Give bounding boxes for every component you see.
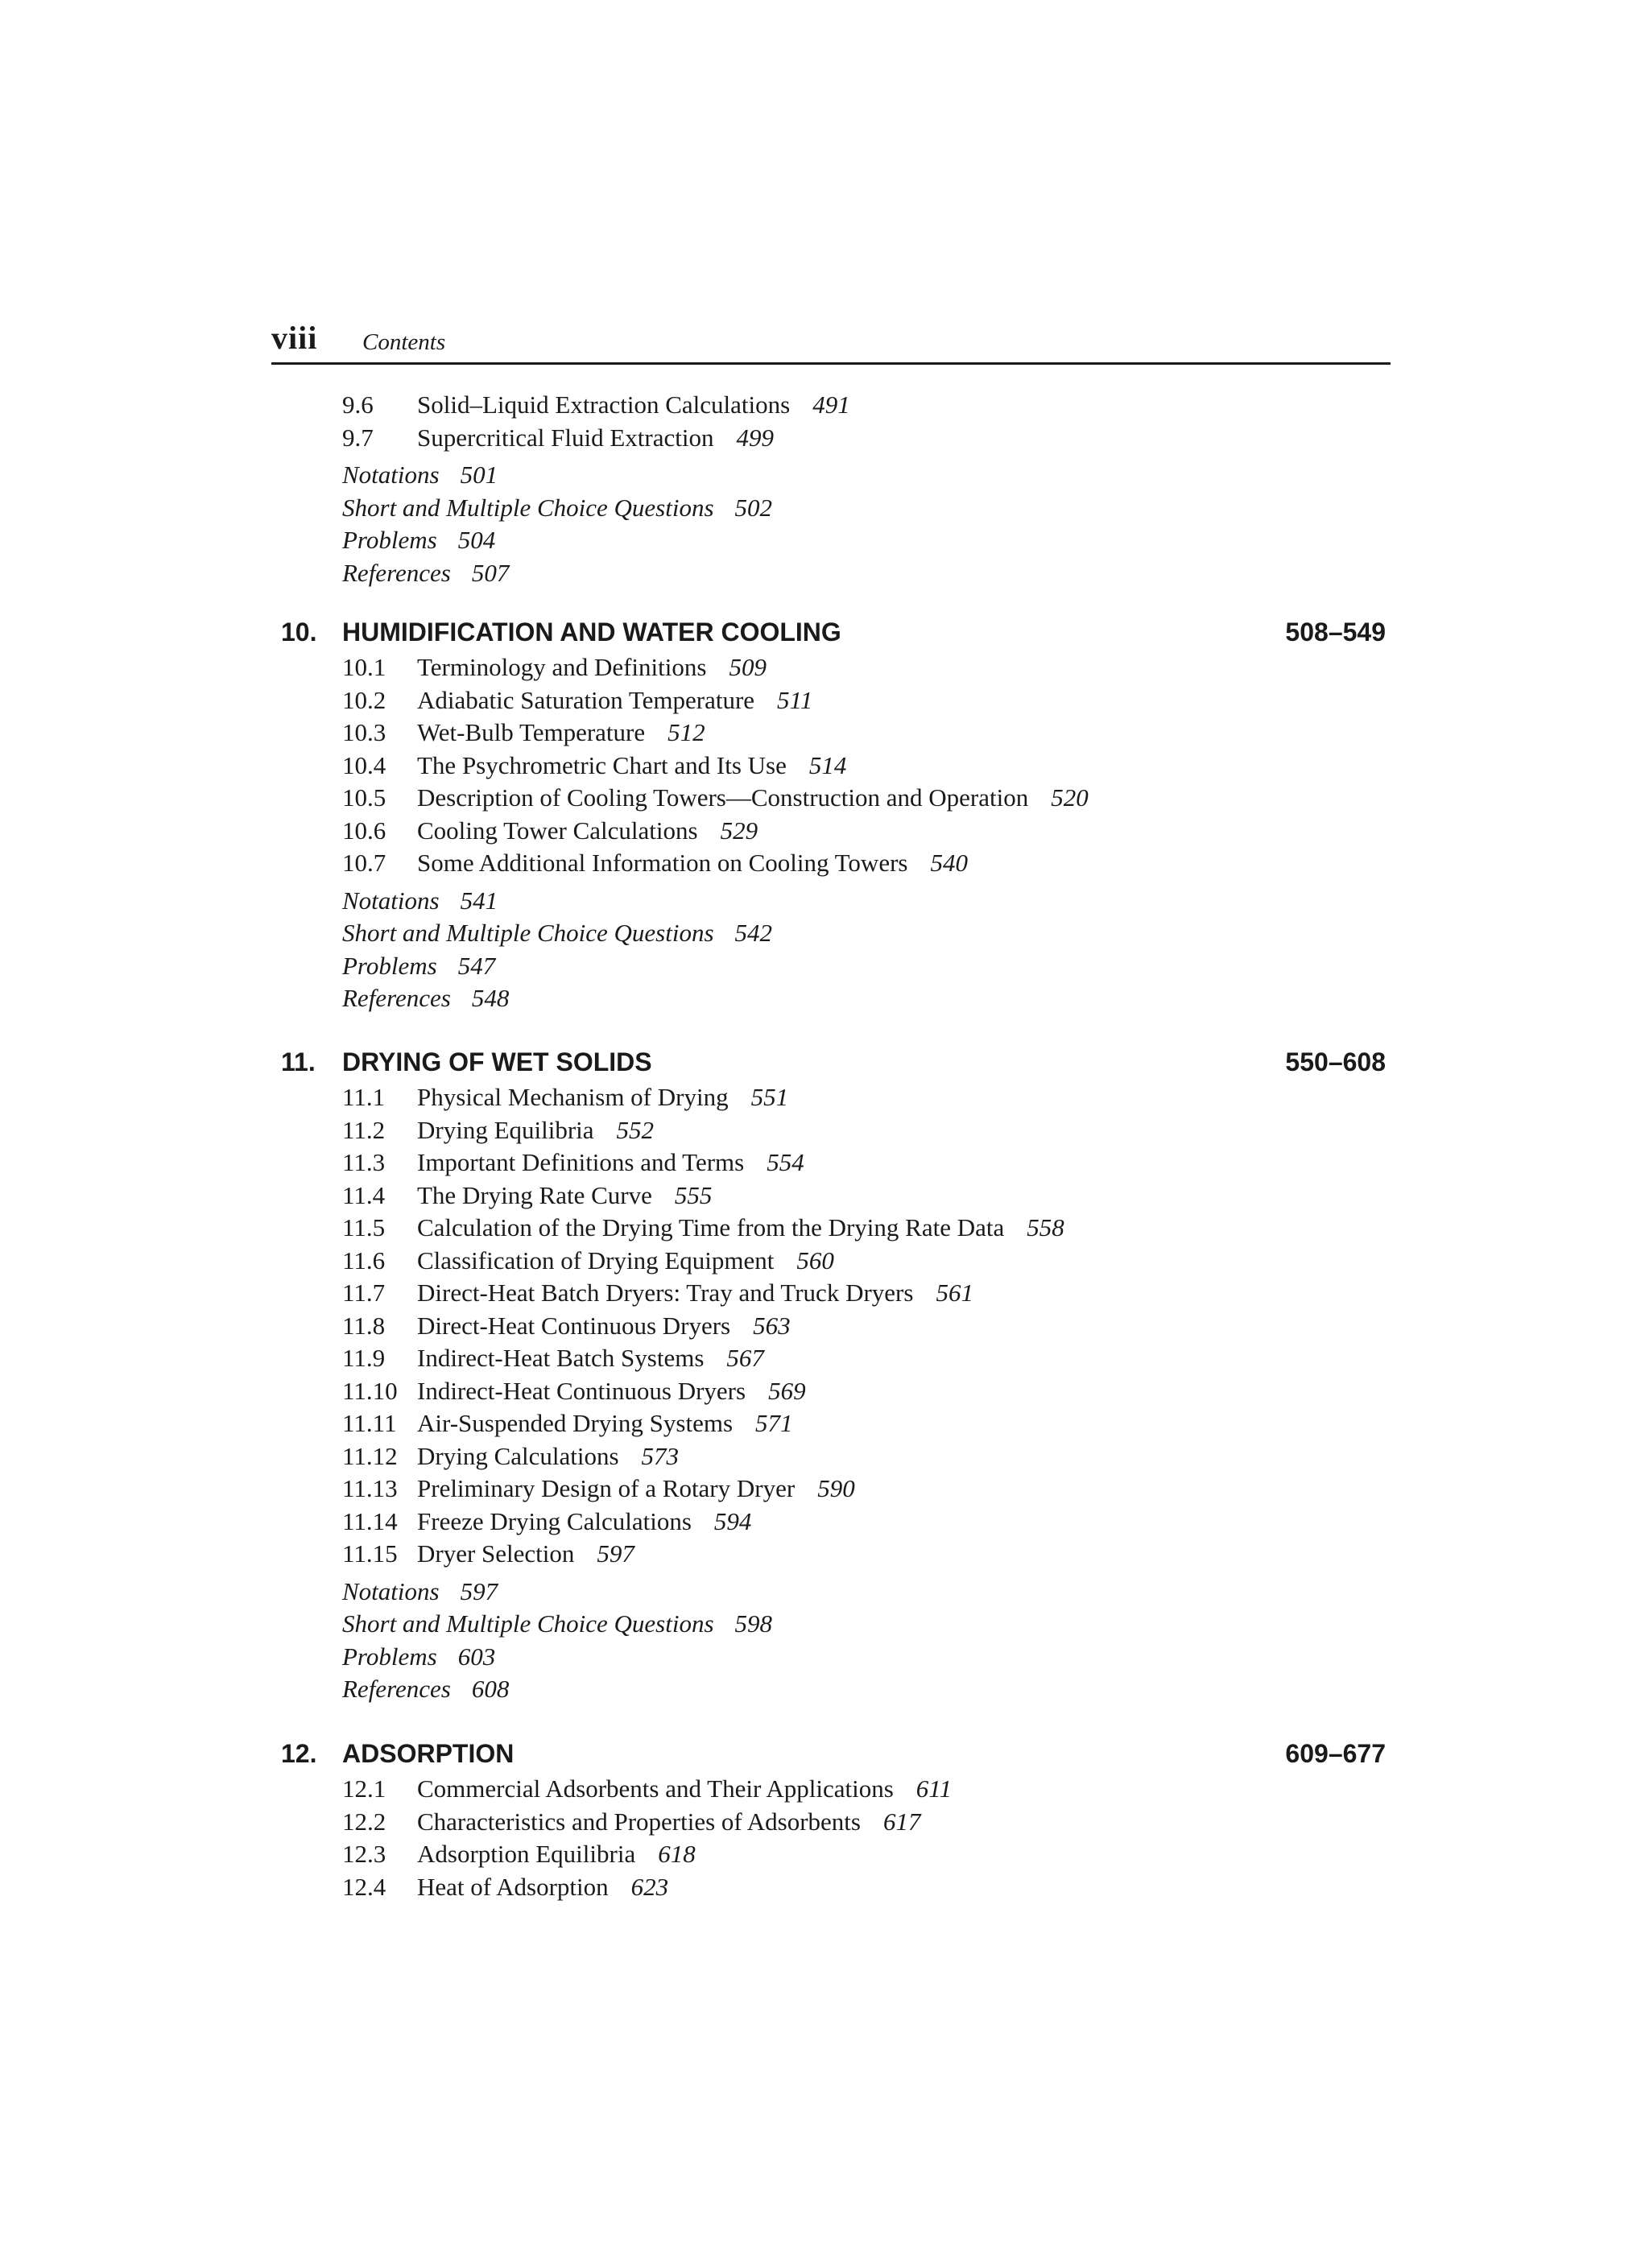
toc-misc-row [0,1576,1649,1609]
toc-misc-row [0,982,1649,1015]
toc-section-row [0,717,1649,750]
section-page: 551 [750,1083,789,1111]
misc-label: Short and Multiple Choice Questions [342,1609,714,1638]
misc-label: Short and Multiple Choice Questions [342,493,714,522]
section-page: 597 [597,1539,634,1568]
section-number: 10.4 [342,750,386,779]
toc-section-row [0,1473,1649,1506]
misc-page: 507 [471,558,510,587]
toc-section-row [0,815,1649,848]
section-page: 529 [720,816,758,845]
section-title: Classification of Drying Equipment [417,1246,775,1274]
chapter-title: DRYING OF WET SOLIDS [342,1047,652,1076]
section-page: 540 [930,849,968,877]
misc-label: Notations [342,1576,440,1605]
section-page: 567 [726,1344,764,1372]
section-number: 11.7 [342,1279,386,1307]
section-title: The Psychrometric Chart and Its Use [417,750,787,779]
section-number: 12.1 [342,1774,386,1803]
section-number: 10.3 [342,718,386,746]
chapter-heading [0,1734,1649,1773]
toc-section-row [0,389,1649,422]
toc-section-row [0,684,1649,717]
toc-section-row [0,1407,1649,1440]
misc-page: 504 [457,526,496,554]
section-number: 11.14 [342,1506,398,1535]
section-number: 10.1 [342,653,386,681]
misc-page: 502 [734,493,773,522]
section-title: Adsorption Equilibria [417,1840,636,1868]
toc-section-row [0,1245,1649,1278]
section-page: 512 [667,718,705,746]
section-title: Supercritical Fluid Extraction [417,423,714,452]
section-title: Indirect-Heat Batch Systems [417,1344,705,1372]
section-number: 11.10 [342,1376,398,1405]
chapter-number: 12. [281,1739,317,1768]
section-title: Freeze Drying Calculations [417,1506,692,1535]
section-page: 555 [674,1180,713,1209]
section-number: 12.2 [342,1807,386,1836]
section-page: 573 [641,1441,680,1470]
section-number: 11.13 [342,1474,398,1502]
misc-page: 548 [471,984,510,1012]
chapter-9-continuation [0,389,1649,589]
section-title: Drying Calculations [417,1441,619,1470]
toc-section-row [0,1806,1649,1839]
section-title: Wet-Bulb Temperature [417,718,646,746]
section-number: 9.6 [342,390,374,419]
section-number: 11.4 [342,1180,386,1209]
section-title: Characteristics and Properties of Adsorbents [417,1807,861,1836]
section-page: 520 [1051,783,1089,812]
section-page: 552 [616,1115,655,1144]
misc-page: 501 [460,461,498,489]
toc-section-row [0,1212,1649,1245]
section-number: 10.6 [342,816,386,845]
toc-section-row [0,1538,1649,1571]
chapter-10 [0,613,1649,1015]
misc-label: References [342,1675,451,1703]
section-title: Terminology and Definitions [417,653,707,681]
section-number: 11.12 [342,1441,398,1470]
section-page: 509 [729,653,767,681]
section-page: 590 [817,1474,855,1502]
section-page: 617 [882,1807,921,1836]
misc-label: Short and Multiple Choice Questions [342,919,714,947]
section-title: Dryer Selection [417,1539,575,1568]
toc-misc-row [0,557,1649,590]
running-title: Contents [362,329,446,355]
chapter-title: HUMIDIFICATION AND WATER COOLING [342,618,841,647]
section-number: 12.3 [342,1840,386,1868]
section-number: 11.1 [342,1083,386,1111]
section-title: Indirect-Heat Continuous Dryers [417,1376,746,1405]
toc-misc-row [0,885,1649,918]
section-title: Cooling Tower Calculations [417,816,698,845]
misc-page: 598 [734,1609,773,1638]
chapter-page-range: 508–549 [1285,618,1386,647]
toc-section-row [0,1440,1649,1473]
toc-section-row [0,422,1649,455]
chapter-page-range: 550–608 [1285,1047,1386,1076]
toc-section-row [0,1838,1649,1871]
misc-page: 541 [460,886,498,915]
toc-misc-row [0,524,1649,557]
section-page: 623 [630,1872,669,1901]
section-number: 11.15 [342,1539,398,1568]
toc-section-row [0,1871,1649,1904]
section-title: Air-Suspended Drying Systems [417,1409,734,1437]
page-number: viii [271,320,318,356]
section-title: Solid–Liquid Extraction Calculations [417,390,791,419]
toc-section-row [0,1310,1649,1343]
toc-section-row [0,1146,1649,1179]
misc-page: 597 [460,1576,498,1605]
misc-page: 603 [457,1642,496,1671]
toc-misc-row [0,1608,1649,1641]
toc-misc-row [0,492,1649,525]
section-number: 9.7 [342,423,374,452]
section-number: 11.3 [342,1148,386,1176]
section-page: 558 [1027,1213,1064,1241]
section-title: Direct-Heat Batch Dryers: Tray and Truck Dryers [417,1279,914,1307]
section-title: Some Additional Information on Cooling Towers [417,849,908,877]
section-page: 611 [915,1774,952,1803]
chapter-number: 11. [281,1047,316,1076]
section-title: Adiabatic Saturation Temperature [417,685,755,714]
toc-section-row [0,1342,1649,1375]
misc-label: Notations [342,461,440,489]
misc-label: Problems [342,1642,437,1671]
chapter-title: ADSORPTION [342,1739,515,1768]
toc-section-row [0,1114,1649,1147]
section-title: Preliminary Design of a Rotary Dryer [417,1474,796,1502]
misc-page: 542 [734,919,773,947]
toc-misc-row [0,1641,1649,1674]
toc-section-row [0,1773,1649,1806]
section-page: 561 [936,1279,973,1307]
misc-label: Notations [342,886,440,915]
section-number: 11.5 [342,1213,386,1241]
section-page: 514 [808,750,847,779]
section-title: The Drying Rate Curve [417,1180,652,1209]
section-title: Description of Cooling Towers—Construction and Operation [417,783,1029,812]
toc-section-row [0,750,1649,783]
toc-section-row [0,651,1649,684]
toc-section-row [0,1277,1649,1310]
section-number: 10.7 [342,849,386,877]
section-number: 10.2 [342,685,386,714]
section-number: 11.2 [342,1115,386,1144]
section-number: 11.9 [342,1344,386,1372]
chapter-heading [0,613,1649,651]
section-page: 594 [713,1506,752,1535]
section-title: Important Definitions and Terms [417,1148,745,1176]
toc-section-row [0,1179,1649,1212]
toc-section-row [0,847,1649,880]
section-page: 554 [767,1148,804,1176]
page-header [271,320,1391,365]
chapter-12 [0,1734,1649,1903]
misc-label: Problems [342,526,437,554]
toc-misc-row [0,459,1649,492]
misc-label: References [342,558,451,587]
section-page: 560 [796,1246,834,1274]
misc-page: 547 [457,951,496,980]
section-number: 11.6 [342,1246,386,1274]
section-number: 12.4 [342,1872,386,1901]
section-page: 499 [736,423,774,452]
section-page: 618 [658,1840,696,1868]
section-title: Commercial Adsorbents and Their Applications [417,1774,894,1803]
section-title: Calculation of the Drying Time from the Drying Rate Data [417,1213,1005,1241]
misc-label: References [342,984,451,1012]
toc-section-row [0,1375,1649,1408]
section-title: Drying Equilibria [417,1115,594,1144]
toc-section-row [0,1506,1649,1539]
section-page: 511 [777,685,813,714]
misc-page: 608 [471,1675,510,1703]
section-number: 11.11 [342,1409,397,1437]
section-number: 11.8 [342,1311,386,1340]
toc-section-row [0,782,1649,815]
toc-section-row [0,1081,1649,1114]
chapter-heading [0,1043,1649,1081]
section-title: Heat of Adsorption [417,1872,609,1901]
toc-misc-row [0,1673,1649,1706]
chapter-11 [0,1043,1649,1706]
toc-misc-row [0,917,1649,950]
section-page: 571 [755,1409,793,1437]
section-page: 569 [768,1376,806,1405]
section-number: 10.5 [342,783,386,812]
toc-misc-row [0,950,1649,983]
misc-label: Problems [342,951,437,980]
section-page: 563 [753,1311,791,1340]
chapter-number: 10. [281,618,317,647]
section-page: 491 [812,390,850,419]
section-title: Physical Mechanism of Drying [417,1083,729,1111]
section-title: Direct-Heat Continuous Dryers [417,1311,731,1340]
chapter-page-range: 609–677 [1285,1739,1386,1768]
